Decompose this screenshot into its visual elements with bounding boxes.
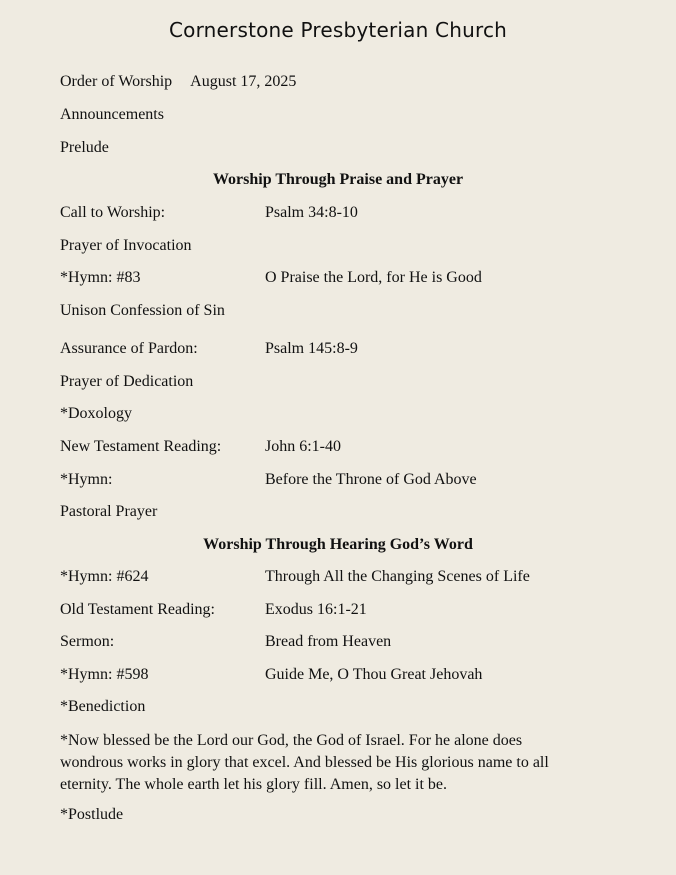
prayer-of-dedication-item <box>60 372 636 392</box>
item-detail: John 6:1-40 <box>265 438 341 455</box>
new-testament-reading-item <box>60 437 636 457</box>
hymn-624-item <box>60 567 636 587</box>
item-label: Announcements <box>60 106 164 123</box>
item-detail: Through All the Changing Scenes of Life <box>265 568 530 585</box>
hymn-598-item <box>60 665 636 685</box>
pastoral-prayer-item <box>60 502 636 522</box>
item-label: *Hymn: #598 <box>60 666 149 683</box>
item-label: New Testament Reading: <box>60 438 222 455</box>
benediction-line: wondrous works in glory that excel. And blessed be His glorious name to all <box>60 754 549 771</box>
postlude-item <box>60 805 636 825</box>
item-detail: Exodus 16:1-21 <box>265 601 367 618</box>
service-date: August 17, 2025 <box>190 73 297 90</box>
sermon-item <box>60 632 636 652</box>
order-of-worship-label: Order of Worship <box>60 73 173 90</box>
hymn-item <box>60 470 636 490</box>
item-detail: Bread from Heaven <box>265 633 392 650</box>
prayer-of-invocation-item <box>60 236 636 256</box>
prelude-item <box>60 138 636 158</box>
item-label: Prayer of Invocation <box>60 237 192 254</box>
benediction-text <box>60 730 600 796</box>
item-label: Unison Confession of Sin <box>60 302 225 319</box>
item-label: Sermon: <box>60 633 115 650</box>
item-detail: Psalm 145:8-9 <box>265 340 358 357</box>
section-heading-gods-word: Worship Through Hearing God’s Word <box>203 536 473 553</box>
benediction-line: *Now blessed be the Lord our God, the God of Israel. For he alone does <box>60 732 523 749</box>
item-label: *Hymn: #83 <box>60 269 141 286</box>
item-label: *Hymn: #624 <box>60 568 149 585</box>
item-detail: O Praise the Lord, for He is Good <box>265 269 482 286</box>
item-detail: Guide Me, O Thou Great Jehovah <box>265 666 483 683</box>
item-label: *Doxology <box>60 405 132 422</box>
item-label: Old Testament Reading: <box>60 601 215 618</box>
doxology-item <box>60 404 636 424</box>
item-label: Pastoral Prayer <box>60 503 158 520</box>
item-label: *Hymn: <box>60 471 113 488</box>
benediction-item <box>60 697 636 717</box>
item-detail: Psalm 34:8-10 <box>265 204 358 221</box>
section-heading-praise-prayer: Worship Through Praise and Prayer <box>212 171 464 188</box>
announcements-item <box>60 105 636 125</box>
hymn-83-item <box>60 268 636 288</box>
church-title: Cornerstone Presbyterian Church <box>168 18 508 42</box>
item-label: Prayer of Dedication <box>60 373 194 390</box>
item-label: Prelude <box>60 139 109 156</box>
assurance-of-pardon-item <box>60 339 636 359</box>
confession-item <box>60 301 636 321</box>
item-label: *Benediction <box>60 698 146 715</box>
old-testament-reading-item <box>60 600 636 620</box>
call-to-worship-item <box>60 203 636 223</box>
item-label: Assurance of Pardon: <box>60 340 198 357</box>
benediction-line: eternity. The whole earth let his glory fill. Amen, so let it be. <box>60 776 448 793</box>
item-detail: Before the Throne of God Above <box>265 471 477 488</box>
item-label: Call to Worship: <box>60 204 166 221</box>
order-of-worship-line <box>60 72 636 92</box>
item-label: *Postlude <box>60 806 124 823</box>
